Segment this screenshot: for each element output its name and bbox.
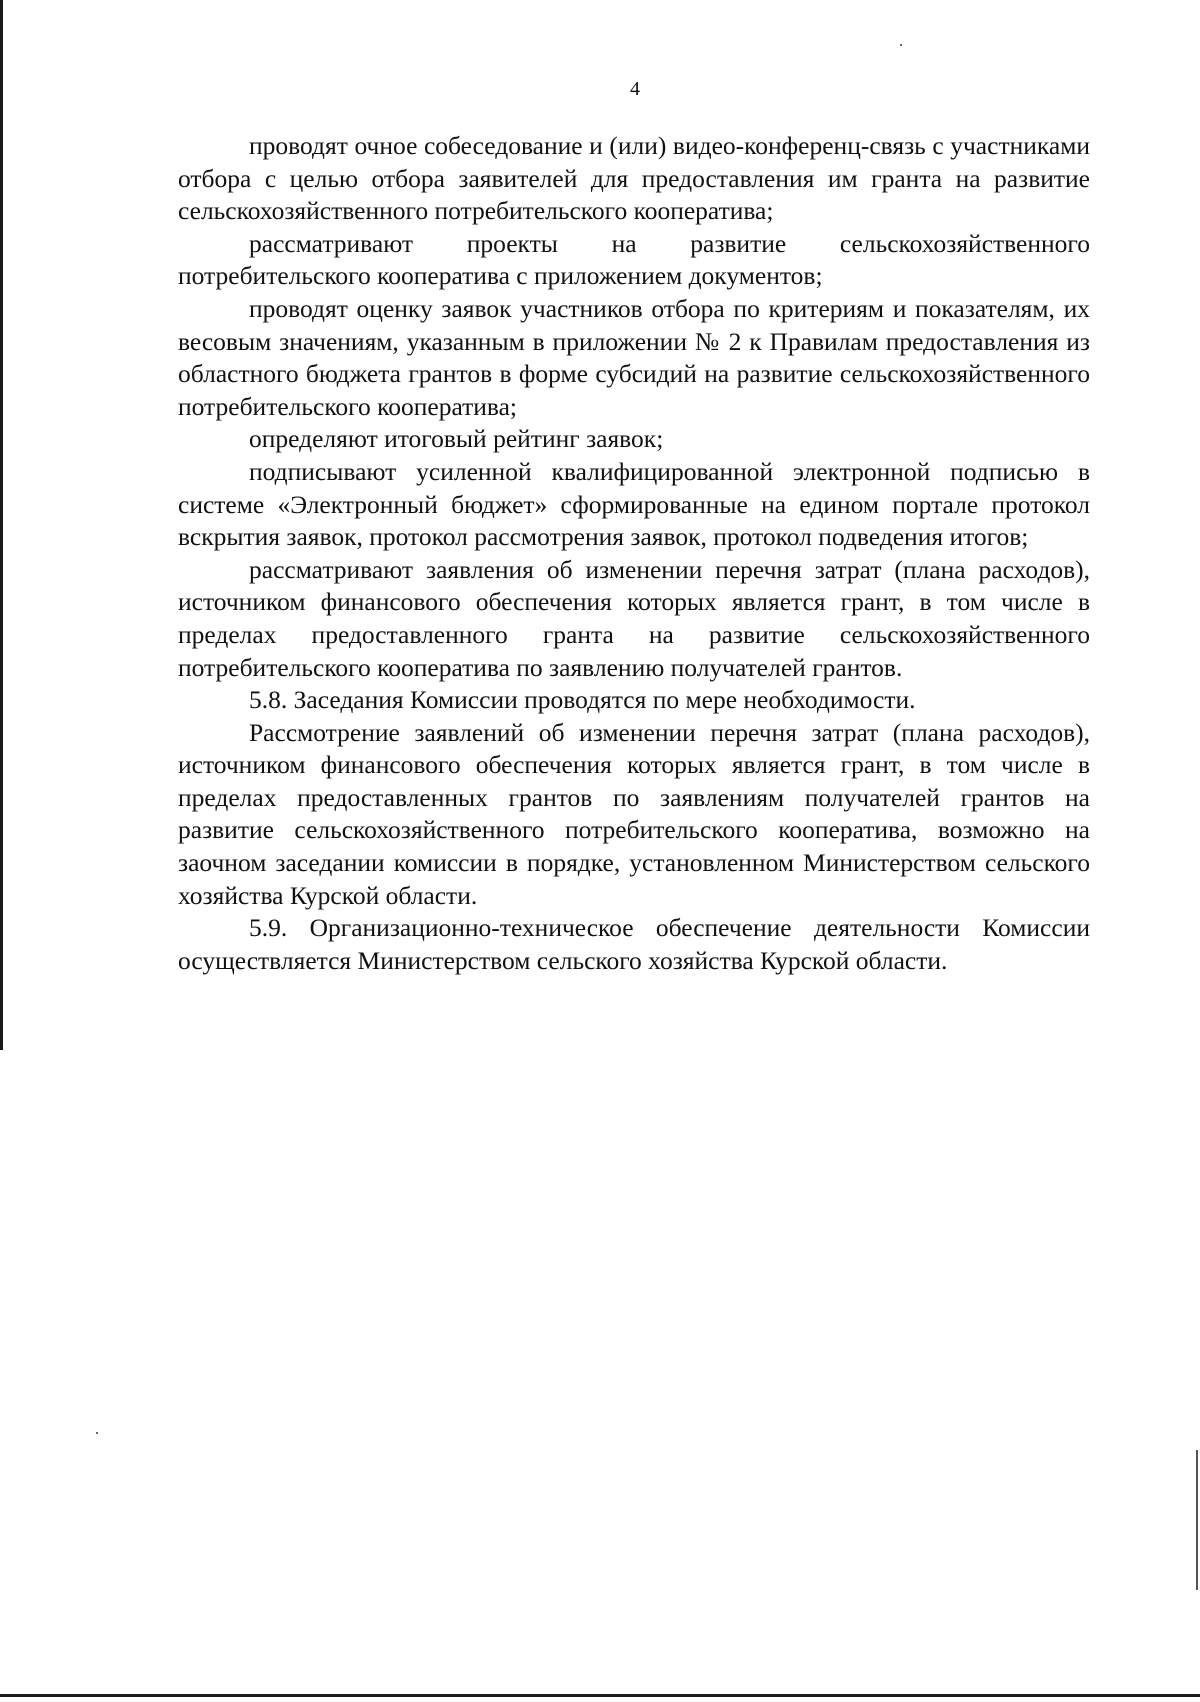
- paragraph-sign-protocols: подписывают усиленной квалифицированной электронной подписью в системе «Электронный бюджет» сформированные на едином портале протокол вскрытия заявок, протокол рассмотрения заявок, протокол подведения итогов;: [178, 456, 1090, 552]
- document-body: [178, 130, 1090, 977]
- scan-edge-left: [0, 0, 3, 1050]
- paragraph-interview: проводят очное собеседование и (или) видео-конференц-связь с участниками отбора с целью отбора заявителей для предоставления им гранта на развитие сельскохозяйственного потребительского кооператива;: [178, 131, 1090, 226]
- paragraph-section-5-8: 5.8. Заседания Комиссии проводятся по мере необходимости.: [249, 685, 916, 715]
- page-number: 4: [630, 78, 640, 100]
- scan-edge-right: [1196, 1450, 1198, 1590]
- paragraph-absentee-meeting: Рассмотрение заявлений об изменении перечня затрат (плана расходов), источником финансового обеспечения которых является грант, в том числе в пределах предоставленных грантов по заявлениям получателей грантов на развитие сельскохозяйственного потребительского кооператива, возможно на заочном заседании комиссии в порядке, установленном Министерством сельского хозяйства Курской области.: [178, 717, 1090, 910]
- paragraph-evaluate-applications: проводят оценку заявок участников отбора по критериям и показателям, их весовым значениям, указанным в приложении № 2 к Правилам предоставления из областного бюджета грантов в форме субсидий на развитие сельскохозяйственного потребительского кооператива;: [178, 293, 1090, 421]
- scan-speck: [900, 44, 902, 46]
- paragraph-review-cost-changes: рассматривают заявления об изменении перечня затрат (плана расходов), источником финансового обеспечения которых является грант, в том числе в пределах предоставленного гранта на развитие сельскохозяйственного потребительского кооператива по заявлению получателей грантов.: [178, 554, 1090, 682]
- paragraph-review-projects: рассматривают проекты на развитие сельскохозяйственного потребительского кооператива с приложением документов;: [178, 228, 1090, 291]
- scan-speck: [96, 1432, 98, 1434]
- scan-edge-bottom: [0, 1694, 1200, 1697]
- paragraph-section-5-9: 5.9. Организационно-техническое обеспечение деятельности Комиссии осуществляется Министерством сельского хозяйства Курской области.: [178, 913, 1090, 975]
- paragraph-final-rating: определяют итоговый рейтинг заявок;: [249, 424, 664, 454]
